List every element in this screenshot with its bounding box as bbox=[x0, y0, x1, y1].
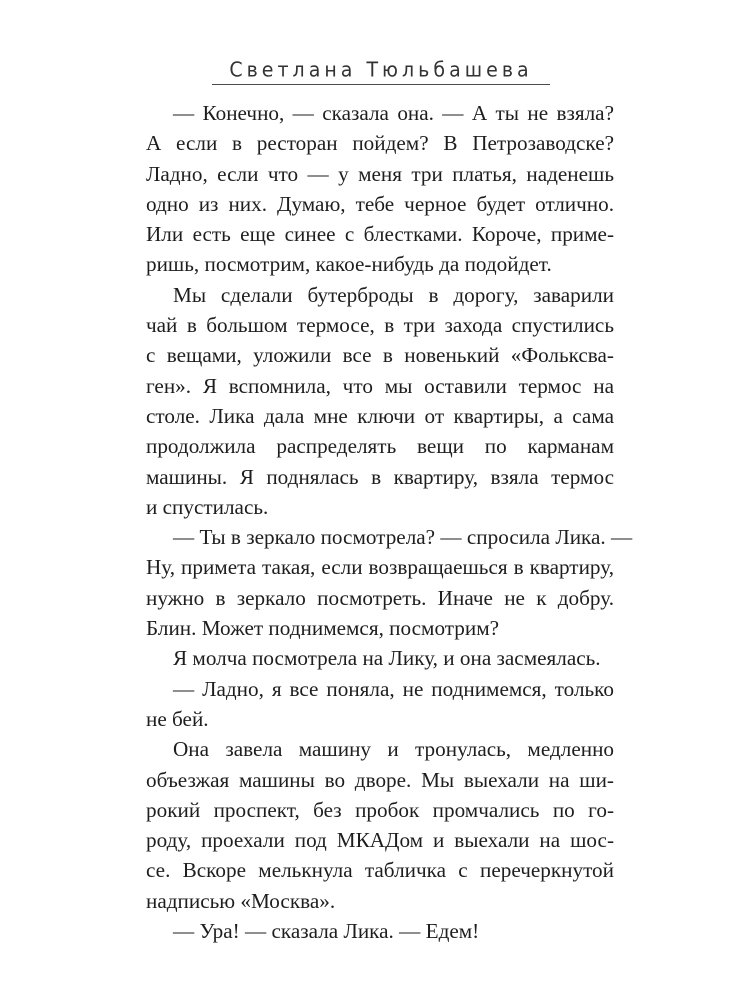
text-line: с вещами, уложили все в новенький «Фольксва- bbox=[146, 343, 614, 368]
body-text bbox=[146, 98, 633, 946]
running-header bbox=[212, 58, 550, 82]
text-line: не бей. bbox=[146, 706, 209, 731]
text-line: надписью «Москва». bbox=[146, 888, 336, 913]
text-line: Ладно, если что — у меня три платья, наденешь bbox=[146, 161, 614, 186]
text-line: чай в большом термосе, в три захода спустились bbox=[146, 313, 614, 338]
text-line: Я молча посмотрела на Лику, и она засмеялась. bbox=[173, 646, 601, 671]
text-line: — Ладно, я все поняла, не поднимемся, только bbox=[173, 676, 614, 701]
text-line: — Ты в зеркало посмотрела? — спросила Лика. — bbox=[173, 525, 633, 550]
text-line: Мы сделали бутерброды в дорогу, заварили bbox=[173, 282, 614, 307]
text-line: Блин. Может поднимемся, посмотрим? bbox=[146, 616, 500, 641]
text-line: рокий проспект, без пробок промчались по го- bbox=[146, 797, 614, 822]
text-line: — Конечно, — сказала она. — А ты не взяла? bbox=[173, 101, 614, 125]
text-line: роду, проехали под МКАДом и выехали на шос- bbox=[146, 828, 614, 853]
text-line: — Ура! — сказала Лика. — Едем! bbox=[173, 919, 480, 944]
text-line: Ну, примета такая, если возвращаешься в квартиру, bbox=[146, 555, 614, 580]
text-line: ришь, посмотрим, какое-нибудь да подойдет. bbox=[146, 252, 552, 277]
text-line: нужно в зеркало посмотреть. Иначе не к добру. bbox=[146, 585, 614, 610]
text-line: ген». Я вспомнила, что мы оставили термос на bbox=[146, 373, 614, 398]
text-line: одно из них. Думаю, тебе черное будет отлично. bbox=[146, 191, 614, 216]
text-line: объезжая машины во дворе. Мы выехали на ши- bbox=[146, 767, 614, 792]
text-line: столе. Лика дала мне ключи от квартиры, а сама bbox=[146, 403, 614, 428]
text-line: машины. Я поднялась в квартиру, взяла термос bbox=[146, 464, 614, 489]
text-line: и спустилась. bbox=[146, 494, 269, 519]
text-line: А если в ресторан пойдем? В Петрозаводске? bbox=[146, 131, 614, 156]
author-name: Светлана Тюльбашева bbox=[229, 58, 533, 82]
text-line: Она завела машину и тронулась, медленно bbox=[173, 737, 614, 762]
text-line: продолжила распределять вещи по карманам bbox=[146, 434, 614, 459]
text-line: Или есть еще синее с блестками. Короче, приме- bbox=[146, 222, 614, 247]
header-rule bbox=[212, 84, 550, 85]
text-line: се. Вскоре мелькнула табличка с перечеркнутой bbox=[146, 858, 614, 883]
